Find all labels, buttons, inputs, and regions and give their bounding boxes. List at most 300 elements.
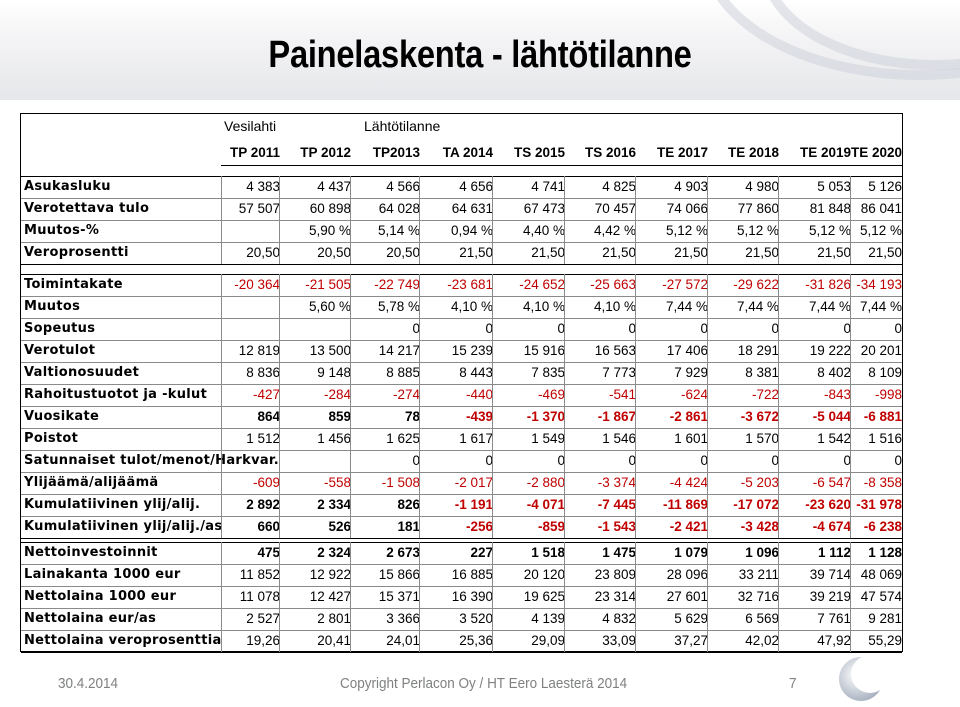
table-cell: 4 741 <box>531 179 565 194</box>
table-cell: 3 366 <box>386 611 420 626</box>
table-cell: -1 543 <box>597 519 636 534</box>
table-row <box>21 608 902 630</box>
column-divider <box>707 542 708 652</box>
table-row <box>21 516 902 538</box>
column-divider <box>492 274 493 538</box>
table-cell: -1 191 <box>454 497 493 512</box>
table-cell: 12 819 <box>238 343 280 358</box>
column-divider <box>778 274 779 538</box>
table-cell: 28 096 <box>666 567 708 582</box>
table-cell: 8 109 <box>868 365 902 380</box>
table-cell: 1 516 <box>868 431 902 446</box>
table-cell: 1 542 <box>817 431 851 446</box>
row-divider <box>21 516 902 517</box>
row-label: Nettoinvestoinnit <box>24 545 158 560</box>
table-cell: -859 <box>537 519 565 534</box>
table-cell: -4 071 <box>526 497 565 512</box>
section-divider <box>21 542 902 543</box>
table-cell: 1 079 <box>674 545 708 560</box>
table-cell: 0,94 % <box>450 223 493 238</box>
table-cell: -609 <box>252 475 280 490</box>
row-label: Satunnaiset tulot/menot/Harkvar. <box>24 453 280 468</box>
table-cell: 47,92 <box>817 633 851 648</box>
table-cell: -5 044 <box>812 409 851 424</box>
table-cell: 20,50 <box>246 245 280 260</box>
table-cell: 4 566 <box>386 179 420 194</box>
table-cell: 12 922 <box>309 567 351 582</box>
row-divider <box>21 494 902 495</box>
table-cell: 4 139 <box>531 611 565 626</box>
table-cell: 70 457 <box>594 201 636 216</box>
table-cell: -440 <box>465 387 493 402</box>
table-cell: 1 096 <box>745 545 779 560</box>
table-cell: 0 <box>557 453 565 468</box>
row-divider <box>21 384 902 385</box>
table-cell: 15 916 <box>523 343 565 358</box>
table-cell: 0 <box>771 453 779 468</box>
row-divider <box>21 564 902 565</box>
column-divider <box>221 176 222 264</box>
table-cell: 32 716 <box>737 589 779 604</box>
table-cell: 5,12 % <box>736 223 779 238</box>
table-cell: 7,44 % <box>808 299 851 314</box>
table-cell: -284 <box>323 387 351 402</box>
table-cell: 57 507 <box>238 201 280 216</box>
table-cell: 7,44 % <box>665 299 708 314</box>
table-cell: 7,44 % <box>859 299 902 314</box>
table-cell: 2 673 <box>386 545 420 560</box>
table-cell: 23 314 <box>594 589 636 604</box>
table-cell: -998 <box>874 387 902 402</box>
table-cell: 5,14 % <box>377 223 420 238</box>
table-row <box>21 384 902 406</box>
table-cell: 11 852 <box>239 567 280 582</box>
year-header: TS 2016 <box>584 145 636 160</box>
table-cell: 0 <box>771 321 779 336</box>
table-cell: -34 193 <box>856 277 902 292</box>
column-divider <box>279 274 280 538</box>
table-cell: 17 406 <box>666 343 708 358</box>
column-divider <box>635 274 636 538</box>
table-cell: 0 <box>843 321 851 336</box>
table-cell: 14 217 <box>378 343 420 358</box>
table-cell: 0 <box>485 453 493 468</box>
year-header: TE 2017 <box>656 145 708 160</box>
table-cell: -558 <box>323 475 351 490</box>
table-row <box>21 494 902 516</box>
table-cell: 64 631 <box>451 201 493 216</box>
table-cell: -31 978 <box>856 497 902 512</box>
header-divider <box>221 165 902 166</box>
table-row <box>21 296 902 318</box>
table-cell: -27 572 <box>662 277 708 292</box>
table-cell: 37,27 <box>674 633 708 648</box>
row-divider <box>21 220 902 221</box>
table-cell: 60 898 <box>309 201 351 216</box>
table-cell: 20 120 <box>523 567 565 582</box>
table-cell: 0 <box>412 453 420 468</box>
table-cell: 1 456 <box>317 431 351 446</box>
table-row <box>21 220 902 242</box>
footer-copyright: Copyright Perlacon Oy / HT Eero Laesterä 2014 <box>340 675 628 692</box>
row-divider <box>21 450 902 451</box>
table-cell: -2 421 <box>669 519 708 534</box>
table-cell: 0 <box>628 453 636 468</box>
year-header: TE 2020 <box>850 145 902 160</box>
table-cell: 1 549 <box>531 431 565 446</box>
table-cell: 4 656 <box>459 179 493 194</box>
table-row <box>21 362 902 384</box>
table-cell: 16 563 <box>594 343 636 358</box>
row-label: Poistot <box>24 431 79 446</box>
table-row <box>21 630 902 652</box>
table-cell: 47 574 <box>860 589 902 604</box>
row-label: Muutos-% <box>24 223 100 238</box>
row-divider <box>21 362 902 363</box>
table-cell: -23 681 <box>447 277 493 292</box>
table-cell: 9 281 <box>868 611 902 626</box>
table-row <box>21 242 902 264</box>
table-cell: 16 390 <box>451 589 493 604</box>
table-cell: 81 848 <box>809 201 851 216</box>
column-divider <box>419 542 420 652</box>
row-label: Verotettava tulo <box>24 201 150 216</box>
table-cell: -1 867 <box>597 409 636 424</box>
table-cell: 55,29 <box>868 633 902 648</box>
table-cell: 42,02 <box>745 633 779 648</box>
table-cell: 19 222 <box>809 343 851 358</box>
table-cell: 25,36 <box>459 633 493 648</box>
table-cell: 1 128 <box>868 545 902 560</box>
column-divider <box>350 542 351 652</box>
table-cell: 5,90 % <box>308 223 351 238</box>
row-divider <box>21 406 902 407</box>
table-cell: 0 <box>700 453 708 468</box>
table-cell: 27 601 <box>666 589 708 604</box>
table-cell: 24,01 <box>386 633 420 648</box>
table-cell: 0 <box>628 321 636 336</box>
table-cell: 21,50 <box>745 245 779 260</box>
table-cell: -21 505 <box>305 277 351 292</box>
table-cell: -274 <box>392 387 420 402</box>
table-cell: -3 374 <box>597 475 636 490</box>
table-cell: 1 617 <box>459 431 493 446</box>
column-divider <box>492 542 493 652</box>
section-divider <box>21 176 902 177</box>
page-title: Painelaskenta - lähtötilanne <box>268 34 692 76</box>
column-divider <box>350 176 351 264</box>
row-divider <box>21 318 902 319</box>
row-divider <box>21 296 902 297</box>
table-cell: 8 443 <box>459 365 493 380</box>
table-row <box>21 472 902 494</box>
table-cell: 48 069 <box>860 567 902 582</box>
table-cell: 39 219 <box>809 589 851 604</box>
row-label: Toimintakate <box>24 277 123 292</box>
page-number: 7 <box>789 675 797 692</box>
column-divider <box>635 176 636 264</box>
table-cell: -2 880 <box>526 475 565 490</box>
table-cell: -843 <box>823 387 851 402</box>
table-cell: -8 358 <box>863 475 902 490</box>
table-cell: 18 291 <box>737 343 779 358</box>
table-cell: 3 520 <box>459 611 493 626</box>
table-cell: 7 835 <box>531 365 565 380</box>
table-cell: 1 512 <box>246 431 280 446</box>
table-cell: 4 980 <box>745 179 779 194</box>
table-cell: 7,44 % <box>736 299 779 314</box>
year-header: TA 2014 <box>442 145 493 160</box>
row-divider <box>21 608 902 609</box>
table-cell: 21,50 <box>868 245 902 260</box>
column-divider <box>564 274 565 538</box>
table-cell: -4 674 <box>812 519 851 534</box>
year-header: TS 2015 <box>513 145 565 160</box>
table-cell: -1 370 <box>526 409 565 424</box>
table-cell: 4,10 % <box>593 299 636 314</box>
table-cell: 2 334 <box>317 497 351 512</box>
table-cell: 20,50 <box>386 245 420 260</box>
column-divider <box>492 176 493 264</box>
table-cell: 77 860 <box>737 201 779 216</box>
table-cell: 15 239 <box>451 343 493 358</box>
table-cell: 7 773 <box>602 365 636 380</box>
table-cell: -11 869 <box>662 497 708 512</box>
table-cell: 2 892 <box>246 497 280 512</box>
column-divider <box>850 542 851 652</box>
table-cell: 8 381 <box>745 365 779 380</box>
column-divider <box>419 274 420 538</box>
table-cell: 21,50 <box>531 245 565 260</box>
year-header: TP 2012 <box>300 145 351 160</box>
table-cell: -25 663 <box>590 277 636 292</box>
table-cell: 5 629 <box>674 611 708 626</box>
table-cell: 9 148 <box>317 365 351 380</box>
year-header: TE 2018 <box>727 145 779 160</box>
column-divider <box>707 274 708 538</box>
table-cell: 5,12 % <box>859 223 902 238</box>
row-divider <box>21 538 902 539</box>
table-cell: 4 383 <box>246 179 280 194</box>
table-cell: -6 547 <box>812 475 851 490</box>
table-cell: 29,09 <box>531 633 565 648</box>
table-cell: -541 <box>608 387 636 402</box>
table-cell: 1 475 <box>602 545 636 560</box>
table-cell: 20,41 <box>317 633 351 648</box>
column-divider <box>850 176 851 264</box>
table-cell: 4 825 <box>602 179 636 194</box>
table-cell: 0 <box>485 321 493 336</box>
table-cell: -24 652 <box>519 277 565 292</box>
scenario-label: Lähtötilanne <box>364 118 441 134</box>
table-cell: 13 500 <box>309 343 351 358</box>
table-cell: 475 <box>257 545 280 560</box>
column-divider <box>279 176 280 264</box>
column-divider <box>221 542 222 652</box>
column-divider <box>221 274 222 538</box>
table-cell: 1 518 <box>531 545 565 560</box>
table-row <box>21 340 902 362</box>
row-divider <box>21 586 902 587</box>
table-cell: -2 017 <box>454 475 493 490</box>
footer-date: 30.4.2014 <box>58 675 119 692</box>
row-label: Verotulot <box>24 343 96 358</box>
table-cell: 20,50 <box>317 245 351 260</box>
table-cell: 660 <box>257 519 280 534</box>
table-cell: 864 <box>257 409 280 424</box>
table-cell: 1 112 <box>817 545 851 560</box>
table-cell: -29 622 <box>733 277 779 292</box>
column-divider <box>419 176 420 264</box>
year-header: TP2013 <box>372 145 420 160</box>
row-label: Kumulatiivinen ylij/alij. <box>24 497 201 512</box>
table-cell: -4 424 <box>669 475 708 490</box>
column-divider <box>279 542 280 652</box>
table-cell: 227 <box>470 545 493 560</box>
table-cell: 5,12 % <box>808 223 851 238</box>
column-divider <box>778 176 779 264</box>
year-header: TE 2019 <box>799 145 851 160</box>
table-cell: 20 201 <box>860 343 902 358</box>
table-cell: 21,50 <box>602 245 636 260</box>
table-cell: 78 <box>404 409 420 424</box>
column-divider <box>564 176 565 264</box>
table-cell: 67 473 <box>523 201 565 216</box>
table-cell: 2 324 <box>317 545 351 560</box>
row-label: Nettolaina 1000 eur <box>24 589 177 604</box>
table-cell: -5 203 <box>740 475 779 490</box>
section-divider <box>21 274 902 275</box>
table-cell: 39 714 <box>809 567 851 582</box>
table-cell: 21,50 <box>817 245 851 260</box>
column-divider <box>350 274 351 538</box>
table-cell: 2 801 <box>317 611 351 626</box>
table-cell: 5,12 % <box>665 223 708 238</box>
table-cell: 1 546 <box>602 431 636 446</box>
table-cell: -6 881 <box>863 409 902 424</box>
table-cell: -427 <box>252 387 280 402</box>
column-divider <box>778 542 779 652</box>
table-cell: 15 371 <box>378 589 420 604</box>
table-cell: -624 <box>680 387 708 402</box>
table-cell: 74 066 <box>666 201 708 216</box>
row-label: Lainakanta 1000 eur <box>24 567 181 582</box>
table-cell: 21,50 <box>674 245 708 260</box>
table-cell: 2 527 <box>246 611 280 626</box>
table-row <box>21 542 902 564</box>
table-cell: 15 866 <box>378 567 420 582</box>
column-divider <box>707 176 708 264</box>
table-cell: 0 <box>412 321 420 336</box>
table-cell: 12 427 <box>309 589 351 604</box>
row-label: Valtionosuudet <box>24 365 140 380</box>
table-cell: 4 437 <box>317 179 351 194</box>
year-header: TP 2011 <box>229 145 280 160</box>
table-cell: -3 428 <box>740 519 779 534</box>
table-cell: -23 620 <box>805 497 851 512</box>
table-cell: -3 672 <box>740 409 779 424</box>
table-cell: 859 <box>328 409 351 424</box>
table-cell: -6 238 <box>863 519 902 534</box>
table-cell: 19,26 <box>246 633 280 648</box>
table-row <box>21 564 902 586</box>
table-cell: 5 053 <box>817 179 851 194</box>
table-cell: -7 445 <box>597 497 636 512</box>
row-label: Vuosikate <box>24 409 100 424</box>
table-row <box>21 318 902 340</box>
row-divider <box>21 472 902 473</box>
table-row <box>21 406 902 428</box>
table-cell: 4 832 <box>602 611 636 626</box>
row-label: Asukasluku <box>24 179 111 194</box>
row-divider <box>21 630 902 631</box>
table-cell: 11 078 <box>239 589 280 604</box>
table-cell: 8 402 <box>817 365 851 380</box>
column-divider <box>850 274 851 538</box>
row-label: Sopeutus <box>24 321 96 336</box>
table-cell: -439 <box>465 409 493 424</box>
table-cell: 8 885 <box>386 365 420 380</box>
crescent-logo-icon <box>828 652 888 707</box>
table-cell: 526 <box>328 519 351 534</box>
table-row <box>21 274 902 296</box>
table-row <box>21 586 902 608</box>
table-cell: 6 569 <box>745 611 779 626</box>
municipality-label: Vesilahti <box>224 118 277 134</box>
table-cell: 4 903 <box>674 179 708 194</box>
table-cell: -256 <box>465 519 493 534</box>
row-label: Ylijäämä/alijäämä <box>24 475 159 490</box>
table-cell: 16 885 <box>451 567 493 582</box>
table-cell: 7 929 <box>674 365 708 380</box>
table-cell: 33 211 <box>738 567 779 582</box>
row-divider <box>21 264 902 265</box>
row-divider <box>21 428 902 429</box>
table-cell: -31 826 <box>805 277 851 292</box>
table-cell: 826 <box>397 497 420 512</box>
row-label: Nettolaina eur/as <box>24 611 157 626</box>
table-cell: 5,78 % <box>377 299 420 314</box>
table-cell: 181 <box>397 519 420 534</box>
table-cell: 4,10 % <box>522 299 565 314</box>
table-cell: 5 126 <box>868 179 902 194</box>
row-label: Kumulatiivinen ylij/alij./as <box>24 519 223 534</box>
table-cell: 23 809 <box>594 567 636 582</box>
column-divider <box>635 542 636 652</box>
table-cell: 19 625 <box>523 589 565 604</box>
table-cell: 5,60 % <box>308 299 351 314</box>
table-row <box>21 450 902 472</box>
table-cell: 8 836 <box>246 365 280 380</box>
table-cell: 33,09 <box>602 633 636 648</box>
table-cell: 1 570 <box>745 431 779 446</box>
table-cell: -20 364 <box>234 277 280 292</box>
table-cell: -2 861 <box>669 409 708 424</box>
row-label: Rahoitustuotot ja -kulut <box>24 387 208 402</box>
row-divider <box>21 198 902 199</box>
table-cell: 0 <box>894 321 902 336</box>
table-cell: 4,42 % <box>593 223 636 238</box>
table-cell: -722 <box>751 387 779 402</box>
table-row <box>21 198 902 220</box>
table-cell: 0 <box>557 321 565 336</box>
table-cell: 4,40 % <box>522 223 565 238</box>
row-divider <box>21 242 902 243</box>
row-label: Nettolaina veroprosenttia <box>24 633 222 648</box>
table-cell: 0 <box>843 453 851 468</box>
row-label: Veroprosentti <box>24 245 129 260</box>
row-label: Muutos <box>24 299 81 314</box>
